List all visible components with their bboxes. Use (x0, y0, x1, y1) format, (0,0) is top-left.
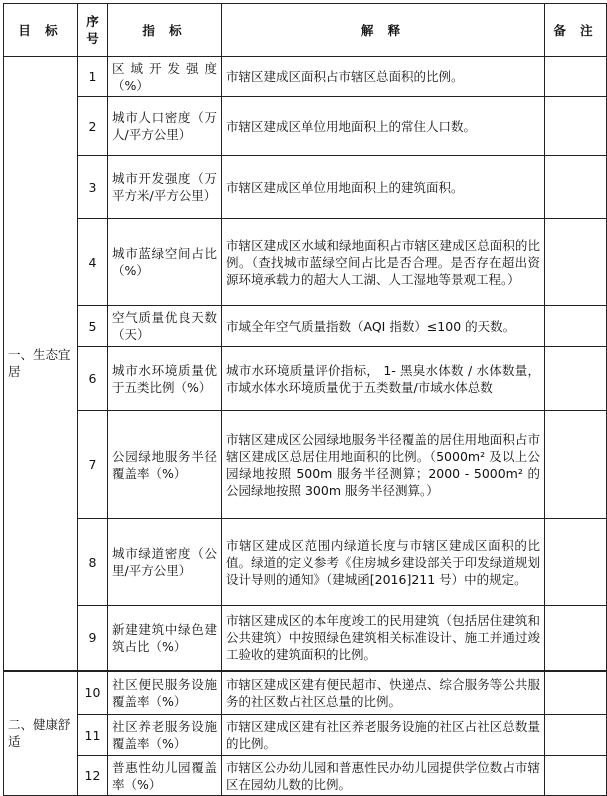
indicator-name: 城市蓝绿空间占比（%） (108, 219, 222, 306)
indicator-name: 城市水环境质量优于五类比例（%） (108, 347, 222, 411)
indicator-explanation: 市辖区建成区面积占市辖区总面积的比例。 (222, 57, 545, 97)
indicator-remark (545, 671, 607, 715)
indicator-name: 城市绿道密度（公里/平方公里） (108, 519, 222, 606)
indicator-explanation: 市辖区建成区的本年度竣工的民用建筑（包括居住建筑和公共建筑）中按照绿色建筑相关标准设计、施工并通过竣工验收的建筑面积的比例。 (222, 606, 545, 671)
row-number: 1 (78, 57, 108, 97)
table-row (4, 306, 607, 347)
row-number: 11 (78, 715, 108, 756)
indicator-name: 城市人口密度（万人/平方公里） (108, 97, 222, 156)
indicator-explanation: 市辖区建成区范围内绿道长度与市辖区建成区面积的比值。绿道的定义参考《住房城乡建设部关于印发绿道规划设计导则的通知》（建城函[2016]211 号）中的规定。 (222, 519, 545, 606)
indicator-explanation: 市辖区建成区单位用地面积上的常住人口数。 (222, 97, 545, 156)
header-seq: 序号 (78, 4, 108, 57)
table-row (4, 156, 607, 219)
indicator-remark (545, 756, 607, 796)
indicator-remark (545, 519, 607, 606)
indicator-name: 普惠性幼儿园覆盖率（%） (108, 756, 222, 796)
table-row (4, 347, 607, 411)
table-row (4, 57, 607, 97)
row-number: 5 (78, 306, 108, 347)
indicator-name: 社区便民服务设施覆盖率（%） (108, 671, 222, 715)
indicator-name: 城市开发强度（万平方米/平方公里） (108, 156, 222, 219)
indicator-remark (545, 156, 607, 219)
indicator-explanation: 市域全年空气质量指数（AQI 指数）≤100 的天数。 (222, 306, 545, 347)
indicator-explanation: 市辖区建成区建有社区养老服务设施的社区占社区总数量的比例。 (222, 715, 545, 756)
table-row (4, 219, 607, 306)
indicator-remark (545, 411, 607, 519)
header-explanation: 解 释 (222, 4, 545, 57)
indicator-explanation: 市辖区公办幼儿园和普惠性民办幼儿园提供学位数占市辖区在园幼儿数的比例。 (222, 756, 545, 796)
row-number: 6 (78, 347, 108, 411)
indicator-name: 区域开发强度（%） (108, 57, 222, 97)
indicator-remark (545, 219, 607, 306)
table-row (4, 606, 607, 671)
indicator-explanation: 市辖区建成区建有便民超市、快递点、综合服务等公共服务的社区数占社区总量的比例。 (222, 671, 545, 715)
indicator-name: 社区养老服务设施覆盖率（%） (108, 715, 222, 756)
table-row (4, 97, 607, 156)
row-number: 10 (78, 671, 108, 715)
row-number: 9 (78, 606, 108, 671)
indicator-table (3, 3, 607, 796)
indicator-name: 公园绿地服务半径覆盖率（%） (108, 411, 222, 519)
indicator-remark (545, 347, 607, 411)
indicator-remark (545, 57, 607, 97)
row-number: 12 (78, 756, 108, 796)
indicator-remark (545, 306, 607, 347)
indicator-explanation: 市辖区建成区单位用地面积上的建筑面积。 (222, 156, 545, 219)
indicator-remark (545, 97, 607, 156)
indicator-name: 新建建筑中绿色建筑占比（%） (108, 606, 222, 671)
table-row (4, 671, 607, 715)
group-ecology-livable: 一、生态宜居 (4, 57, 78, 671)
header-target: 目 标 (4, 4, 78, 57)
table-row (4, 756, 607, 796)
header-remarks: 备 注 (545, 4, 607, 57)
indicator-explanation: 城市水环境质量评价指标， 1- 黑臭水体数 / 水体数量，市域水体水环境质量优于五类数量/市域水体总数 (222, 347, 545, 411)
header-row (4, 4, 607, 57)
row-number: 3 (78, 156, 108, 219)
indicator-remark (545, 606, 607, 671)
indicator-explanation: 市辖区建成区水域和绿地面积占市辖区建成区总面积的比例。（查找城市蓝绿空间占比是否合理。是否存在超出资源环境承载力的超大人工湖、人工湿地等景观工程。） (222, 219, 545, 306)
header-indicator: 指 标 (108, 4, 222, 57)
group-health-comfort: 二、健康舒适 (4, 671, 78, 796)
table-row (4, 519, 607, 606)
indicator-remark (545, 715, 607, 756)
indicator-explanation: 市辖区建成区公园绿地服务半径覆盖的居住用地面积占市辖区建成区总居住用地面积的比例。（5000m² 及以上公园绿地按照 500m 服务半径测算；2000 - 5000m² 的公园绿地按照 300m 服务半径测算。） (222, 411, 545, 519)
row-number: 8 (78, 519, 108, 606)
indicator-name: 空气质量优良天数（天） (108, 306, 222, 347)
table-row (4, 715, 607, 756)
table-row (4, 411, 607, 519)
row-number: 2 (78, 97, 108, 156)
row-number: 7 (78, 411, 108, 519)
row-number: 4 (78, 219, 108, 306)
